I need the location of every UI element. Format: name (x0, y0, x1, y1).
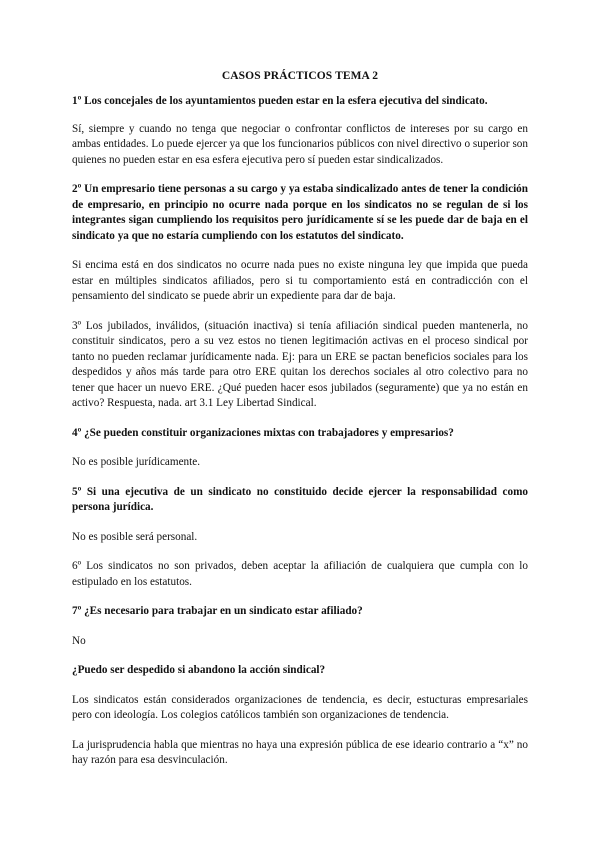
answer-5: No es posible será personal. (72, 530, 198, 543)
paragraph-6: 6º Los sindicatos no son privados, deben aceptar la afiliación de cualquiera que cumpla con lo estipulado en los estatutos. (72, 560, 528, 588)
question-7: 7º ¿Es necesario para trabajar en un sindicato estar afiliado? (72, 605, 363, 617)
paragraph-3: 3º Los jubilados, inválidos, (situación inactiva) si tenía afiliación sindical pueden mantenerla, no constituir sindicatos, pero a su vez estos no tienen legitimación activas en el proceso sindical por tanto no pueden reclamar jurídicamente nada. Ej: para un ERE se pactan beneficios sociales para los despedidos y años más tarde para otro ERE quitan los derechos sociales al otro colectivo para no tener que hacer un nuevo ERE. ¿Qué pueden hacer esos jubilados (seguramente) que ya no están en activo? Respuesta, nada. art 3.1 Ley Libertad Sindical. (72, 319, 528, 409)
question-5: 5º Si una ejecutiva de un sindicato no constituido decide ejercer la responsabilidad como persona jurídica. (72, 485, 528, 513)
document-title: CASOS PRÁCTICOS TEMA 2 (221, 70, 379, 82)
question-8: ¿Puedo ser despedido si abandono la acción sindical? (72, 664, 326, 676)
answer-8b: La jurisprudencia habla que mientras no haya una expresión pública de ese ideario contrario a “x” no hay razón para esa desvinculación. (72, 738, 528, 766)
question-2: 2º Un empresario tiene personas a su cargo y ya estaba sindicalizado antes de tener la condición de empresario, en principio no ocurre nada porque en los sindicatos no se regulan de si los integrantes sigan cumpliendo los requisitos pero jurídicamente sí se les puede dar de baja en el sindicato ya que no estaría cumpliendo con los estatutos del sindicato. (72, 183, 528, 242)
question-1: 1º Los concejales de los ayuntamientos pueden estar en la esfera ejecutiva del sindicato. (72, 95, 488, 107)
answer-8a: Los sindicatos están considerados organizaciones de tendencia, es decir, estucturas empresariales pero con ideología. Los colegios católicos también son organizaciones de tendencia. (72, 693, 528, 721)
answer-2: Si encima está en dos sindicatos no ocurre nada pues no existe ninguna ley que impida que pueda estar en múltiples sindicatos afiliados, pero si tu comportamiento está en contradicción con el pensamiento del sindicato se puede abrir un expediente para dar de baja. (72, 259, 528, 302)
answer-1: Sí, siempre y cuando no tenga que negociar o confrontar conflictos de intereses por su cargo en ambas entidades. Lo puede ejercer ya que los funcionarios públicos con nivel directivo o superior son quienes no pueden estar en esa esfera ejecutiva pero sí pueden estar sindicalizados. (72, 122, 528, 166)
answer-7: No (72, 634, 86, 647)
question-4: 4º ¿Se pueden constituir organizaciones mixtas con trabajadores y empresarios? (72, 426, 454, 439)
answer-4: No es posible jurídicamente. (72, 456, 201, 468)
document-page (72, 70, 528, 769)
